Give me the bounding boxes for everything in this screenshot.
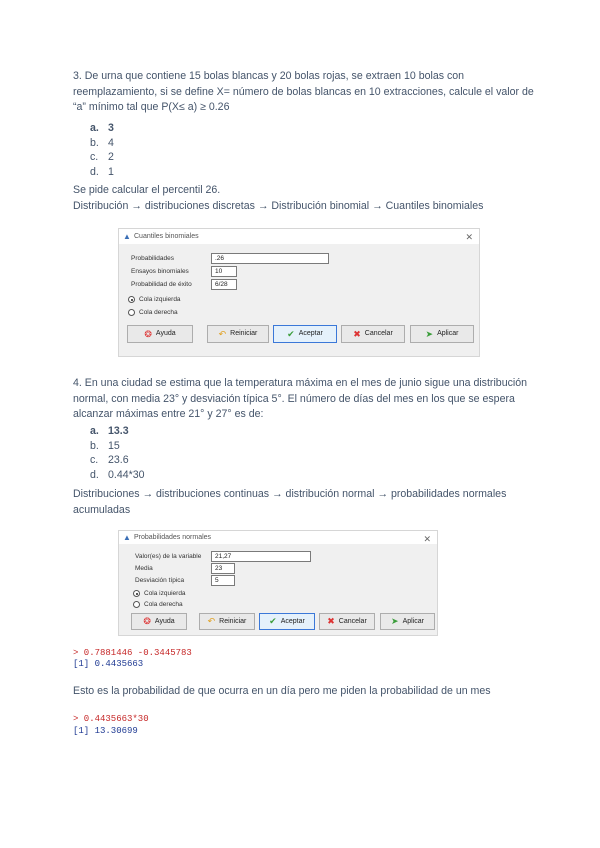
console-input-2: > 0.4435663*30 (73, 714, 149, 724)
trials-row: Ensayos binomiales 10 (131, 264, 237, 280)
option-a: a. 13.3 (90, 425, 129, 437)
close-icon[interactable]: ✕ (465, 232, 473, 242)
right-tail-radio[interactable]: Cola derecha (128, 305, 178, 321)
console-output-2: [1] 13.30699 (73, 726, 138, 736)
cancel-button[interactable]: ✖ Cancelar (341, 325, 405, 343)
option-a: a. 3 (90, 122, 114, 134)
std-dev-row: Desviación típica 5 (135, 573, 235, 589)
right-tail-radio[interactable]: Cola derecha (133, 597, 183, 613)
question-3-note: Se pide calcular el percentil 26. (73, 184, 221, 196)
question-4-menu-path: Distribuciones → distribuciones continuas → distribución normal → probabilidades normales acumuladas (73, 488, 507, 516)
console-output-1: [1] 0.4435663 (73, 659, 144, 669)
lifebuoy-icon: ❂ (144, 328, 152, 339)
help-button[interactable]: ❂ Ayuda (127, 325, 193, 343)
question-4-text: 4. En una ciudad se estima que la temperatura máxima en el mes de junio sigue una distribución normal, con media 23° y desviación típica 5°. El número de días del mes en los que se espera alcanzar máximas entre 21° y 27° es de: (73, 377, 528, 420)
question-4-options (90, 424, 145, 482)
explanation-text: Esto es la probabilidad de que ocurra en un día pero me piden la probabilidad de un mes (73, 685, 491, 697)
help-button[interactable]: ❂ Ayuda (131, 613, 187, 630)
checkmark-icon: ✔ (269, 616, 277, 626)
apply-arrow-icon: ➤ (391, 616, 399, 626)
dialog-title: Cuantiles binomiales (134, 232, 199, 240)
close-icon[interactable]: ✕ (423, 534, 431, 544)
dialog-titlebar (119, 531, 437, 544)
option-c: c. 2 (90, 151, 114, 163)
probabilities-input[interactable]: .26 (211, 253, 329, 264)
question-3-text: 3. De urna que contiene 15 bolas blancas y 20 bolas rojas, se extraen 10 bolas con reemplazamiento, si se define X= número de bolas blancas en 10 extracciones, calcule el valor de “a” mínimo tal que P(X≤ a) ≥ 0.26 (73, 70, 534, 113)
binomial-quantiles-dialog (118, 228, 480, 357)
console-input-1: > 0.7881446 -0.3445783 (73, 648, 192, 658)
left-tail-radio[interactable]: Cola izquierda (128, 292, 181, 308)
app-icon: ▲ (123, 231, 131, 241)
ok-button[interactable]: ✔ Aceptar (259, 613, 315, 630)
variable-values-row: Valor(es) de la variable 21,27 (135, 549, 311, 565)
normal-probabilities-dialog (118, 530, 438, 636)
option-b: b. 4 (90, 136, 114, 149)
cancel-x-icon: ✖ (353, 328, 361, 339)
cancel-button[interactable]: ✖ Cancelar (319, 613, 375, 630)
undo-icon: ↶ (218, 328, 227, 339)
option-d: d. 0.44*30 (90, 468, 145, 481)
mean-input[interactable]: 23 (211, 563, 235, 574)
question-3-menu-path: Distribución → distribuciones discretas → Distribución binomial → Cuantiles binomiales (73, 200, 484, 212)
left-tail-radio[interactable]: Cola izquierda (133, 586, 186, 602)
radio-selected-icon (128, 296, 135, 303)
apply-button[interactable]: ➤ Aplicar (410, 325, 474, 343)
question-3-options (90, 121, 114, 179)
dialog-title: Probabilidades normales (134, 533, 212, 541)
option-b: b. 15 (90, 439, 120, 452)
ok-button[interactable]: ✔ Aceptar (273, 325, 337, 343)
apply-arrow-icon: ➤ (425, 328, 434, 339)
reset-button[interactable]: ↶ Reiniciar (199, 613, 255, 630)
apply-button[interactable]: ➤ Aplicar (380, 613, 435, 630)
undo-icon: ↶ (207, 616, 216, 626)
option-c: c. 23.6 (90, 454, 129, 466)
cancel-x-icon: ✖ (327, 616, 335, 626)
lifebuoy-icon: ❂ (143, 616, 151, 626)
dialog-titlebar (119, 229, 479, 244)
checkmark-icon: ✔ (287, 328, 295, 339)
app-icon: ▲ (123, 532, 131, 542)
radio-empty-icon (133, 601, 140, 608)
radio-empty-icon (128, 309, 135, 316)
success-probability-input[interactable]: 6/28 (211, 279, 237, 290)
std-dev-input[interactable]: 5 (211, 575, 235, 586)
mean-row: Media 23 (135, 561, 235, 577)
reset-button[interactable]: ↶ Reiniciar (207, 325, 269, 343)
trials-input[interactable]: 10 (211, 266, 237, 277)
option-d: d. 1 (90, 165, 114, 178)
success-probability-row: Probabilidad de éxito 6/28 (131, 277, 237, 293)
probabilities-row: Probabilidades .26 (131, 251, 329, 267)
variable-values-input[interactable]: 21,27 (211, 551, 311, 562)
